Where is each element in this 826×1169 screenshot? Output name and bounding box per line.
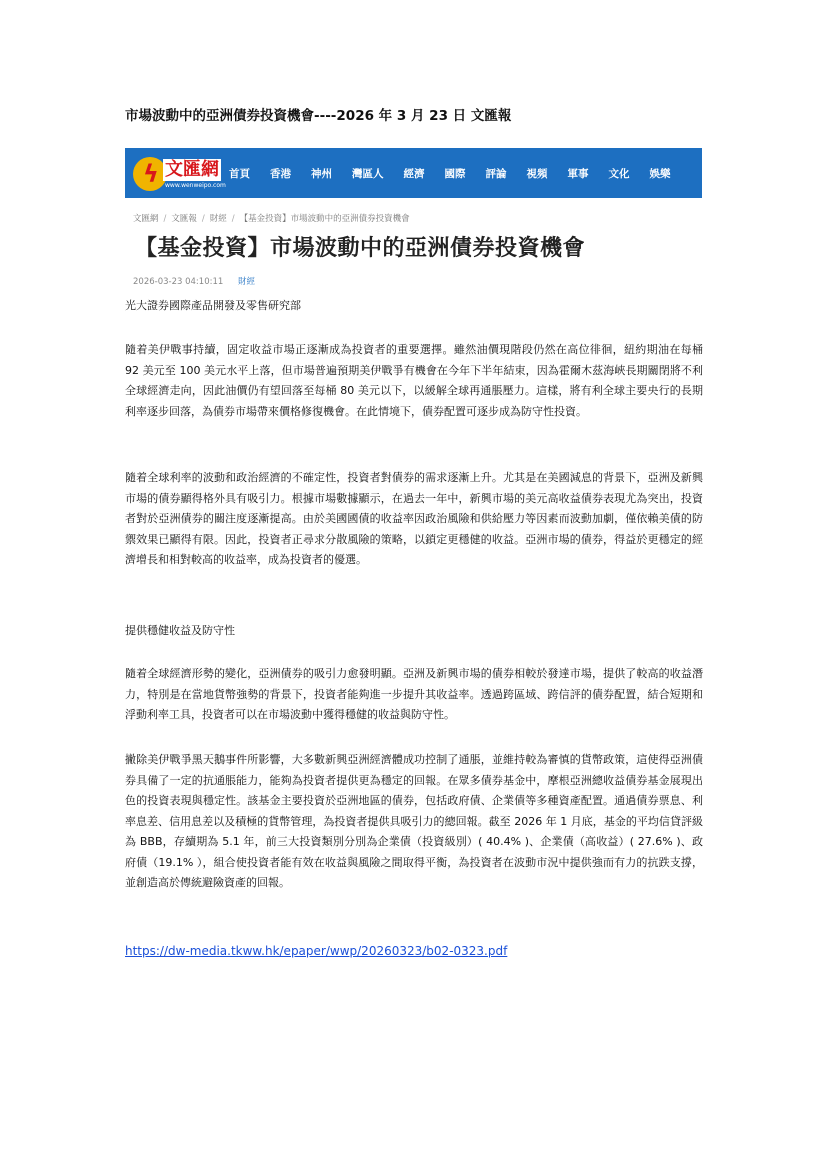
nav-item-video[interactable]: 視頻 <box>526 167 548 180</box>
article-meta <box>133 275 255 287</box>
nav-item-china[interactable]: 神州 <box>311 167 332 180</box>
article-category[interactable]: 財經 <box>237 277 255 287</box>
nav-item-hongkong[interactable]: 香港 <box>270 167 291 180</box>
author-line: 光大證券國際產品開發及零售研究部 <box>125 299 301 312</box>
article-screenshot <box>125 148 702 290</box>
breadcrumb-separator: / <box>231 214 235 224</box>
section-heading: 提供穩健收益及防守性 <box>125 624 235 637</box>
source-link[interactable]: https://dw-media.tkww.hk/epaper/wwp/20260323/b02-0323.pdf <box>125 944 508 958</box>
nav-item-opinion[interactable]: 評論 <box>485 167 507 180</box>
breadcrumb-item[interactable]: 文匯報 <box>171 214 197 224</box>
article-headline: 【基金投資】市場波動中的亞洲債券投資機會 <box>135 236 586 261</box>
breadcrumb-separator: / <box>201 214 205 224</box>
nav-item-international[interactable]: 國際 <box>444 167 466 180</box>
breadcrumb-current: 【基金投資】市場波動中的亞洲債券投資機會 <box>239 214 410 224</box>
nav-item-bay-area[interactable]: 灣區人 <box>352 167 384 180</box>
document-title: 市場波動中的亞洲債券投資機會----2026 年 3 月 23 日 文匯報 <box>125 108 512 124</box>
breadcrumb <box>133 212 410 224</box>
breadcrumb-separator: / <box>163 214 167 224</box>
nav-item-economy[interactable]: 經濟 <box>403 167 425 180</box>
breadcrumb-item[interactable]: 文匯網 <box>133 214 159 224</box>
logo-text: 文匯網 <box>165 159 219 180</box>
paragraph-2: 隨着全球利率的波動和政治經濟的不確定性，投資者對債券的需求逐漸上升。尤其是在美國減息的背景下，亞洲及新興市場的債券顯得格外具有吸引力。根據市場數據顯示，在過去一年中，新興市場的美元高收益債券表現尤為突出，投資者對於亞洲債券的關注度逐漸提高。由於美國國債的收益率因政治風險和供給壓力等因素而波動加劇，僅依賴美債的防禦效果已顯得有限。因此，投資者正尋求分散風險的策略，以鎖定更穩健的收益。亞洲市場的債券，得益於更穩定的經濟增長和相對較高的收益率，成為投資者的優選。 <box>125 471 703 566</box>
paragraph-4: 撇除美伊戰爭黑天鵝事件所影響，大多數新興亞洲經濟體成功控制了通脹，並維持較為審慎的貨幣政策，這使得亞洲債券具備了一定的抗通脹能力，能夠為投資者提供更為穩定的回報。在眾多債券基金中，摩根亞洲總收益債券基金展現出色的投資表現與穩定性。該基金主要投資於亞洲地區的債券，包括政府債、企業債等多種資產配置。通過債券票息、利率息差、信用息差以及積極的貨幣管理，為投資者提供具吸引力的總回報。截至 2026 年 1 月底，基金的平均信貸評級為 BBB，存續期為 5.1 年，前三大投資類別分別為企業債（投資級別）( 40.4% )、企業債（高收益）( 27.6% )、政府債（19.1% ），組合使投資者能有效在收益與風險之間取得平衡，為投資者在波動市況中提供強而有力的抗跌支撐，並創造高於傳統避險資產的回報。 <box>125 753 703 889</box>
nav-item-home[interactable]: 首頁 <box>229 167 250 180</box>
nav-menu <box>229 148 691 198</box>
nav-item-military[interactable]: 軍事 <box>567 167 589 180</box>
breadcrumb-item[interactable]: 財經 <box>209 214 227 224</box>
site-navbar <box>125 148 702 198</box>
paragraph-1: 隨着美伊戰事持續，固定收益市場正逐漸成為投資者的重要選擇。雖然油價現階段仍然在高位徘徊，紐約期油在每桶 92 美元至 100 美元水平上落，但市場普遍預期美伊戰爭有機會在今年下半年結束，因為霍爾木茲海峽長期關閉將不利全球經濟走向，因此油價仍有望回落至每桶 80 美元以下，以緩解全球再通脹壓力。這樣，將有利全球主要央行的長期利率逐步回落，為債券市場帶來價格修復機會。在此情境下，債券配置可逐步成為防守性投資。 <box>125 343 703 418</box>
nav-item-entertainment[interactable]: 娛樂 <box>649 167 671 180</box>
site-logo[interactable] <box>133 155 226 193</box>
logo-bolt-icon: ϟ <box>143 160 159 188</box>
nav-item-culture[interactable]: 文化 <box>608 167 630 180</box>
paragraph-3: 隨着全球經濟形勢的變化，亞洲債券的吸引力愈發明顯。亞洲及新興市場的債券相較於發達市場，提供了較高的收益潛力，特別是在當地貨幣強勢的背景下，投資者能夠進一步提升其收益率。透過跨區域、跨信評的債券配置，結合短期和浮動利率工具，投資者可以在市場波動中獲得穩健的收益與防守性。 <box>125 667 703 721</box>
logo-subtext: www.wenweipo.com <box>165 182 226 189</box>
article-timestamp: 2026-03-23 04:10:11 <box>133 277 224 287</box>
